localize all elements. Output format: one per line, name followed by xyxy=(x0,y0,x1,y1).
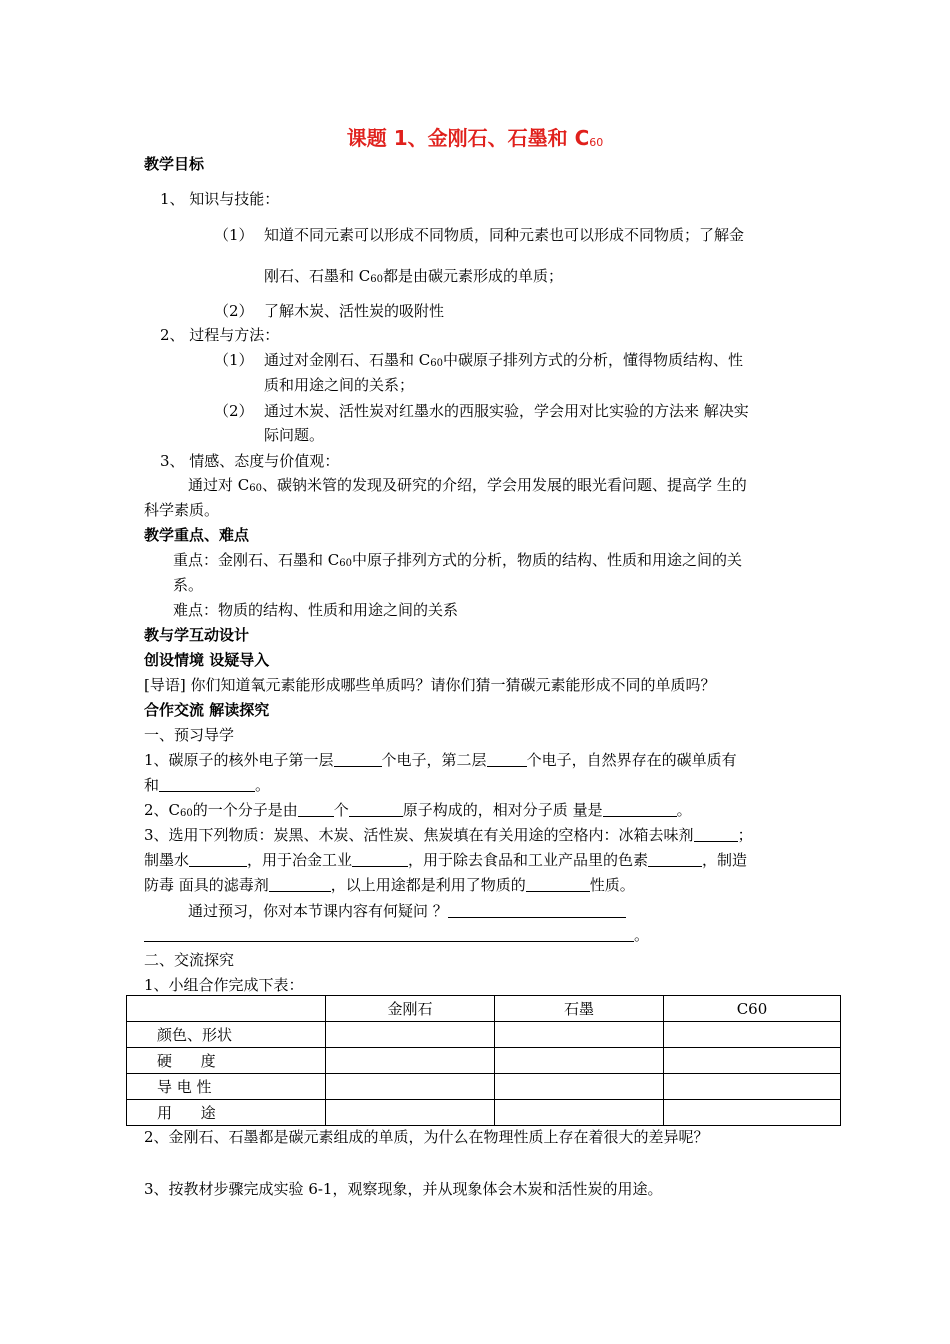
key-point-line2: 系。 xyxy=(173,576,204,594)
table-cell[interactable] xyxy=(664,1022,841,1048)
preview-heading: 一、预习导学 xyxy=(144,726,235,744)
doubt-answer-blank[interactable] xyxy=(448,903,626,918)
row-label: 用 途 xyxy=(127,1100,326,1126)
knowledge-item2: 了解木炭、活性炭的吸附性 xyxy=(264,302,445,320)
process-item1-num: （1） xyxy=(214,351,254,369)
table-cell[interactable] xyxy=(664,1100,841,1126)
table-cell[interactable] xyxy=(326,1100,495,1126)
table-header-cell: 金刚石 xyxy=(326,996,495,1022)
answer-blank[interactable] xyxy=(352,852,408,867)
emotion-label: 3、 情感、态度与价值观： xyxy=(160,452,340,470)
table-cell[interactable] xyxy=(495,1074,664,1100)
table-cell[interactable] xyxy=(664,1074,841,1100)
keypoints-heading: 教学重点、难点 xyxy=(144,526,250,544)
knowledge-item1-num: （1） xyxy=(214,226,254,244)
doubt-line2: 。 xyxy=(144,924,649,946)
preview-q3-line2: 制墨水 ，用于冶金工业 ，用于除去食品和工业产品里的色素 ，制造 xyxy=(144,851,748,869)
table-row xyxy=(127,1048,841,1074)
table-row xyxy=(127,1100,841,1126)
table-cell[interactable] xyxy=(495,1022,664,1048)
table-cell[interactable] xyxy=(326,1022,495,1048)
emotion-line1: 通过对 C60、碳钠米管的发现及研究的介绍，学会用发展的眼光看问题、提高学 生的 xyxy=(188,476,747,494)
preview-q1-line1: 1、碳原子的核外电子第一层 个电子，第二层 个电子，自然界存在的碳单质有 xyxy=(144,751,737,769)
guide-text: [导语] 你们知道氧元素能形成哪些单质吗？请你们猜一猜碳元素能形成不同的单质吗？ xyxy=(144,676,716,694)
question-2: 2、金刚石、石墨都是碳元素组成的单质，为什么在物理性质上存在着很大的差异呢？ xyxy=(144,1128,709,1146)
emotion-line2: 科学素质。 xyxy=(144,501,220,519)
table-cell[interactable] xyxy=(495,1100,664,1126)
preview-q3-line3: 防毒 面具的滤毒剂 ，以上用途都是利用了物质的 性质。 xyxy=(144,876,635,894)
answer-blank[interactable] xyxy=(298,802,334,817)
process-item2-line2: 际问题。 xyxy=(264,426,325,444)
key-point-line1: 重点：金刚石、石墨和 C60中原子排列方式的分析，物质的结构、性质和用途之间的关 xyxy=(173,551,742,569)
process-item1-line2: 质和用途之间的关系； xyxy=(264,376,415,394)
knowledge-item2-num: （2） xyxy=(214,302,254,320)
process-item1-line1: 通过对金刚石、石墨和 C60中碳原子排列方式的分析，懂得物质结构、性 xyxy=(264,351,743,369)
knowledge-item1-line2: 刚石、石墨和 C60都是由碳元素形成的单质； xyxy=(264,267,563,285)
answer-blank[interactable] xyxy=(694,827,738,842)
process-item2-num: （2） xyxy=(214,402,254,420)
table-row xyxy=(127,1022,841,1048)
table-cell[interactable] xyxy=(326,1048,495,1074)
answer-blank[interactable] xyxy=(269,877,331,892)
row-label: 颜色、形状 xyxy=(127,1022,326,1048)
process-item2-line1: 通过木炭、活性炭对红墨水的西服实验，学会用对比实验的方法来 解决实 xyxy=(264,402,749,420)
table-caption: 1、小组合作完成下表： xyxy=(144,976,304,994)
answer-blank[interactable] xyxy=(334,752,382,767)
question-3: 3、按教材步骤完成实验 6-1，观察现象，并从现象体会木炭和活性炭的用途。 xyxy=(144,1180,663,1198)
answer-blank[interactable] xyxy=(487,752,527,767)
coop-heading: 合作交流 解读探究 xyxy=(144,701,270,719)
preview-q1-line2: 和 。 xyxy=(144,776,271,794)
table-row xyxy=(127,1074,841,1100)
table-header-cell xyxy=(127,996,326,1022)
table-header-cell: 石墨 xyxy=(495,996,664,1022)
process-label: 2、 过程与方法： xyxy=(160,326,280,344)
answer-blank[interactable] xyxy=(189,852,247,867)
answer-blank[interactable] xyxy=(349,802,403,817)
preview-q2: 2、C60的一个分子是由 个 原子构成的，相对分子质 量是 。 xyxy=(144,801,692,819)
table-header-row xyxy=(127,996,841,1022)
preview-q3-line1: 3、选用下列物质：炭黑、木炭、活性炭、焦炭填在有关用途的空格内：冰箱去味剂 ； xyxy=(144,826,753,844)
answer-blank[interactable] xyxy=(648,852,702,867)
row-label: 导 电 性 xyxy=(127,1074,326,1100)
scene-heading: 创设情境 设疑导入 xyxy=(144,651,270,669)
interaction-heading: 教与学互动设计 xyxy=(144,626,250,644)
page-title: 课题 1、金刚石、石墨和 $C_{60}$ xyxy=(346,126,604,150)
doubt-answer-blank[interactable] xyxy=(144,927,634,942)
difficult-point: 难点：物质的结构、性质和用途之间的关系 xyxy=(173,601,459,619)
objectives-heading: 教学目标 xyxy=(144,155,205,173)
answer-blank[interactable] xyxy=(526,877,590,892)
table-header-cell: C60 xyxy=(664,996,841,1022)
explore-heading: 二、交流探究 xyxy=(144,951,235,969)
row-label: 硬 度 xyxy=(127,1048,326,1074)
doubt-line1: 通过预习，你对本节课内容有何疑问 ？ xyxy=(188,900,626,922)
knowledge-item1-line1: 知道不同元素可以形成不同物质，同种元素也可以形成不同物质；了解金 xyxy=(264,226,745,244)
table-cell[interactable] xyxy=(495,1048,664,1074)
answer-blank[interactable] xyxy=(603,802,677,817)
answer-blank[interactable] xyxy=(159,777,255,792)
comparison-table xyxy=(126,995,841,1126)
knowledge-label: 1、 知识与技能： xyxy=(160,190,280,208)
table-cell[interactable] xyxy=(326,1074,495,1100)
table-cell[interactable] xyxy=(664,1048,841,1074)
